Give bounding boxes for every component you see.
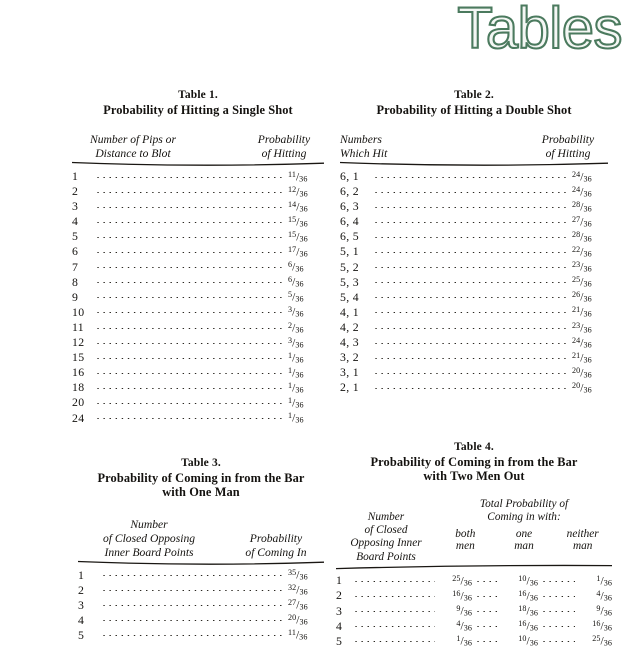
row-label: 3	[72, 199, 79, 214]
row-label: 1	[78, 567, 85, 582]
table-row	[72, 335, 324, 350]
leader-dots	[95, 365, 285, 376]
table-4-subheaders	[436, 528, 612, 552]
probability-value: $^{11}$/36	[288, 628, 308, 642]
table-row	[336, 634, 612, 649]
table-4-caption	[336, 440, 612, 484]
table-2-number: Table 2.	[454, 89, 494, 101]
table-3-header-left-line-2: of Closed Opposing	[102, 531, 196, 545]
table-2	[340, 88, 608, 395]
probability-value: $^6$/36	[288, 260, 304, 274]
row-label: 5	[78, 627, 85, 642]
table-row	[72, 260, 324, 275]
row-label: 4, 1	[340, 304, 359, 319]
row-label: 2	[72, 184, 79, 199]
leader-dots	[95, 214, 285, 225]
table-3-caption-line-2: with One Man	[162, 485, 240, 499]
leader-dots	[373, 335, 569, 346]
table-3-header-right-line-1: Probability	[249, 531, 303, 545]
table-2-column-headers	[340, 133, 608, 161]
row-label: 5	[72, 229, 79, 244]
probability-value: $^{27}$/36	[572, 214, 592, 229]
leader-dots	[373, 275, 569, 286]
table-row	[72, 244, 324, 259]
table-row	[340, 244, 608, 259]
table-2-header-left-line-1: Numbers	[340, 133, 382, 146]
probability-neither-man: $^9$/36	[596, 604, 612, 618]
table-1-header-right-line-2: of Hitting	[261, 147, 307, 160]
probability-value: $^1$/36	[288, 411, 304, 425]
table-4-subheader-neither-line-2: man	[572, 539, 593, 552]
row-label: 6, 5	[340, 229, 359, 244]
probability-value: $^{24}$/36	[572, 169, 592, 183]
table-row	[78, 628, 324, 643]
table-1	[72, 88, 324, 426]
probability-value: $^1$/36	[288, 396, 304, 410]
table-1-rule	[72, 161, 324, 168]
table-3-header-right-line-2: of Coming In	[245, 545, 307, 559]
table-4-header-left-line-4: Board Points	[356, 550, 416, 563]
table-row	[72, 199, 324, 214]
table-row	[340, 260, 608, 275]
table-3-number: Table 3.	[181, 457, 221, 469]
leader-dots	[95, 411, 285, 422]
table-4-header-left-line-3: Opposing Inner	[350, 537, 422, 550]
leader-dots	[373, 380, 569, 391]
row-label: 3, 2	[340, 350, 359, 365]
row-label: 4	[72, 214, 79, 229]
leader-dots	[475, 573, 501, 584]
leader-dots	[101, 613, 285, 624]
table-row	[336, 604, 612, 619]
table-row	[78, 613, 324, 628]
leader-dots	[95, 199, 285, 210]
leader-dots	[373, 320, 569, 331]
probability-value: $^1$/36	[288, 365, 304, 380]
table-3-header-left-line-3: Inner Board Points	[104, 545, 194, 559]
leader-dots	[373, 305, 569, 316]
table-3-caption-line-1: Probability of Coming in from the Bar	[97, 470, 305, 485]
row-label: 5, 2	[340, 259, 359, 274]
table-row	[72, 411, 324, 426]
probability-value: $^{28}$/36	[572, 199, 592, 214]
probability-value: $^{20}$/36	[288, 613, 308, 627]
row-label: 5, 4	[340, 289, 359, 304]
table-row	[72, 395, 324, 410]
probability-value: $^{24}$/36	[572, 184, 592, 199]
leader-dots	[101, 583, 285, 594]
leader-dots	[373, 260, 569, 271]
leader-dots	[95, 260, 285, 271]
row-label: 11	[72, 319, 84, 334]
table-3-header-right	[228, 532, 324, 560]
table-4-header-left	[336, 498, 436, 565]
table-row	[72, 275, 324, 290]
table-4-total-line-1: Total Probability of	[479, 497, 569, 510]
table-2-header-right-line-1: Probability	[541, 133, 595, 146]
leader-dots	[95, 290, 285, 301]
probability-value: $^{35}$/36	[288, 568, 308, 582]
table-4-subheader-both-line-2: men	[455, 539, 475, 552]
table-row	[340, 290, 608, 305]
table-2-caption	[340, 88, 608, 117]
table-3-rows	[78, 568, 324, 643]
leader-dots	[95, 305, 285, 316]
probability-one-man: $^{16}$/36	[518, 619, 538, 633]
table-2-header-right-line-2: of Hitting	[545, 147, 591, 160]
table-row	[340, 365, 608, 380]
table-1-header-right-line-1: Probability	[257, 133, 311, 146]
row-label: 2	[78, 582, 85, 597]
leader-dots	[95, 275, 285, 286]
leader-dots	[95, 335, 285, 346]
row-label: 3	[78, 597, 85, 612]
leader-dots	[373, 244, 569, 255]
table-1-header-left-line-2: Distance to Blot	[95, 147, 171, 160]
row-label: 15	[72, 350, 85, 365]
leader-dots	[95, 350, 285, 361]
probability-value: $^{20}$/36	[572, 365, 592, 380]
table-4-subheader-one-line-1: one	[515, 527, 533, 540]
table-row	[78, 583, 324, 598]
probability-value: $^{14}$/36	[288, 199, 308, 214]
table-row	[340, 350, 608, 365]
row-label: 8	[72, 274, 79, 289]
probability-neither-man: $^{25}$/36	[592, 634, 612, 648]
table-3	[78, 456, 324, 643]
table-row	[72, 305, 324, 320]
probability-value: $^{15}$/36	[288, 214, 308, 229]
probability-value: $^5$/36	[288, 290, 304, 304]
table-4-subheader-one-line-2: man	[514, 539, 534, 552]
probability-both-men: $^{25}$/36	[452, 573, 472, 588]
leader-dots	[475, 588, 501, 599]
probability-value: $^{32}$/36	[288, 583, 308, 597]
probability-value: $^1$/36	[288, 350, 304, 365]
row-label: 4, 3	[340, 335, 359, 350]
leader-dots	[101, 628, 285, 639]
row-label: 12	[72, 335, 85, 350]
row-label: 5	[336, 633, 342, 648]
probability-neither-man: $^4$/36	[596, 588, 612, 603]
leader-dots	[373, 199, 569, 210]
row-label: 7	[72, 259, 79, 274]
leader-dots	[95, 320, 285, 331]
leader-dots	[541, 573, 575, 584]
table-row	[340, 335, 608, 350]
table-row	[340, 305, 608, 320]
row-label: 16	[72, 365, 85, 380]
table-row	[336, 619, 612, 634]
row-label: 6, 1	[340, 169, 359, 183]
probability-neither-man: $^1$/36	[596, 573, 612, 588]
table-row	[72, 290, 324, 305]
table-4-header-total	[436, 498, 612, 565]
row-label: 6	[72, 244, 79, 259]
probability-one-man: $^{16}$/36	[518, 588, 538, 603]
table-2-header-left	[340, 133, 418, 161]
row-label: 1	[72, 169, 79, 183]
leader-dots	[541, 588, 575, 599]
table-1-header-left-line-1: Number of Pips or	[90, 133, 176, 146]
probability-value: $^{11}$/36	[288, 169, 308, 183]
leader-dots	[353, 634, 435, 645]
table-4-number: Table 4.	[454, 441, 494, 453]
row-label: 4	[336, 618, 342, 633]
table-1-header-right	[244, 133, 324, 161]
probability-value: $^{12}$/36	[288, 184, 308, 199]
probability-value: $^{25}$/36	[572, 275, 592, 289]
leader-dots	[95, 380, 285, 391]
row-label: 1	[336, 573, 342, 588]
table-4-caption-line-1: Probability of Coming in from the Bar	[370, 454, 578, 469]
leader-dots	[101, 598, 285, 609]
row-label: 6, 4	[340, 214, 359, 229]
probability-both-men: $^1$/36	[456, 634, 472, 648]
table-row	[340, 199, 608, 214]
table-row	[78, 568, 324, 583]
table-4-subheader-both-men	[436, 528, 495, 552]
leader-dots	[373, 290, 569, 301]
probability-value: $^3$/36	[288, 335, 304, 350]
probability-neither-man: $^{16}$/36	[592, 619, 612, 633]
leader-dots	[353, 573, 435, 584]
table-row	[72, 169, 324, 184]
table-row	[340, 229, 608, 244]
table-3-rule	[78, 560, 324, 567]
table-1-column-headers	[72, 133, 324, 161]
leader-dots	[541, 604, 575, 615]
table-2-header-right	[528, 133, 608, 161]
table-2-caption-line-1: Probability of Hitting a Double Shot	[376, 102, 572, 117]
probability-value: $^{26}$/36	[572, 290, 592, 304]
table-1-caption-line-1: Probability of Hitting a Single Shot	[103, 102, 293, 117]
probability-value: $^{21}$/36	[572, 305, 592, 319]
leader-dots	[373, 229, 569, 240]
leader-dots	[541, 634, 575, 645]
leader-dots	[101, 568, 285, 579]
row-label: 4	[78, 612, 85, 627]
probability-one-man: $^{10}$/36	[518, 573, 538, 588]
probability-both-men: $^9$/36	[456, 604, 472, 618]
probability-value: $^3$/36	[288, 305, 304, 319]
leader-dots	[475, 619, 501, 630]
table-1-header-left	[72, 133, 194, 161]
leader-dots	[95, 244, 285, 255]
probability-value: $^{23}$/36	[572, 320, 592, 334]
row-label: 5, 3	[340, 274, 359, 289]
probability-one-man: $^{10}$/36	[518, 634, 538, 648]
probability-both-men: $^4$/36	[456, 619, 472, 633]
table-4-header-left-line-1: Number	[367, 510, 405, 523]
leader-dots	[353, 619, 435, 630]
table-3-caption	[78, 456, 324, 500]
leader-dots	[353, 604, 435, 615]
leader-dots	[373, 350, 569, 361]
table-3-header-left	[78, 518, 220, 560]
probability-value: $^{22}$/36	[572, 245, 592, 259]
row-label: 9	[72, 289, 79, 304]
table-1-number: Table 1.	[178, 89, 218, 101]
probability-value: $^6$/36	[288, 275, 304, 289]
table-row	[72, 229, 324, 244]
row-label: 3	[336, 603, 342, 618]
table-2-rule	[340, 161, 608, 168]
table-4-subheader-neither-line-1: neither	[566, 527, 599, 540]
leader-dots	[373, 184, 569, 195]
probability-value: $^1$/36	[288, 380, 304, 395]
table-4-subheader-one-man	[495, 528, 554, 552]
probability-value: $^{23}$/36	[572, 260, 592, 274]
leader-dots	[95, 184, 285, 195]
row-label: 6, 2	[340, 184, 359, 199]
table-row	[336, 588, 612, 603]
row-label: 2	[336, 588, 342, 603]
leader-dots	[475, 604, 501, 615]
table-4-subheader-both-line-1: both	[455, 527, 476, 540]
leader-dots	[475, 634, 501, 645]
probability-value: $^{17}$/36	[288, 245, 308, 259]
table-row	[340, 184, 608, 199]
table-4-caption-line-2: with Two Men Out	[423, 469, 525, 483]
table-2-rows	[340, 169, 608, 395]
row-label: 20	[72, 395, 85, 410]
table-row	[78, 598, 324, 613]
probability-both-men: $^{16}$/36	[452, 588, 472, 603]
probability-value: $^{20}$/36	[572, 380, 592, 395]
probability-value: $^{24}$/36	[572, 335, 592, 350]
row-label: 24	[72, 410, 85, 425]
table-3-header-left-line-1: Number	[130, 517, 168, 531]
table-1-caption	[72, 88, 324, 117]
leader-dots	[353, 588, 435, 599]
table-row	[340, 214, 608, 229]
probability-value: $^{15}$/36	[288, 229, 308, 244]
probability-value: $^{27}$/36	[288, 598, 308, 612]
table-2-header-left-line-2: Which Hit	[340, 147, 388, 160]
probability-one-man: $^{18}$/36	[518, 604, 538, 618]
row-label: 5, 1	[340, 244, 359, 259]
leader-dots	[541, 619, 575, 630]
table-4-total-line-2: Coming in with:	[487, 511, 561, 524]
row-label: 18	[72, 380, 85, 395]
leader-dots	[373, 365, 569, 376]
table-row	[72, 350, 324, 365]
table-row	[340, 169, 608, 184]
table-4-subheader-neither-man	[553, 528, 612, 552]
table-row	[72, 214, 324, 229]
table-row	[340, 380, 608, 395]
row-label: 4, 2	[340, 319, 359, 334]
table-4-rows	[336, 573, 612, 649]
table-row	[72, 380, 324, 395]
leader-dots	[95, 229, 285, 240]
table-4-column-headers	[336, 498, 612, 565]
probability-value: $^{28}$/36	[572, 229, 592, 244]
leader-dots	[373, 214, 569, 225]
probability-value: $^{21}$/36	[572, 350, 592, 365]
table-row	[72, 184, 324, 199]
row-label: 2, 1	[340, 380, 359, 395]
table-1-rows	[72, 169, 324, 426]
table-row	[340, 320, 608, 335]
table-4	[336, 440, 612, 649]
table-4-header-left-line-2: of Closed	[364, 523, 408, 536]
probability-value: $^2$/36	[288, 320, 304, 334]
leader-dots	[373, 169, 569, 180]
table-row	[340, 275, 608, 290]
leader-dots	[95, 169, 285, 180]
leader-dots	[95, 395, 285, 406]
row-label: 3, 1	[340, 365, 359, 380]
row-label: 6, 3	[340, 199, 359, 214]
table-row	[72, 320, 324, 335]
table-3-column-headers	[78, 518, 324, 560]
page-title: Tables	[457, 0, 622, 61]
table-row	[336, 573, 612, 588]
row-label: 10	[72, 304, 85, 319]
table-row	[72, 365, 324, 380]
table-4-rule	[336, 564, 612, 571]
